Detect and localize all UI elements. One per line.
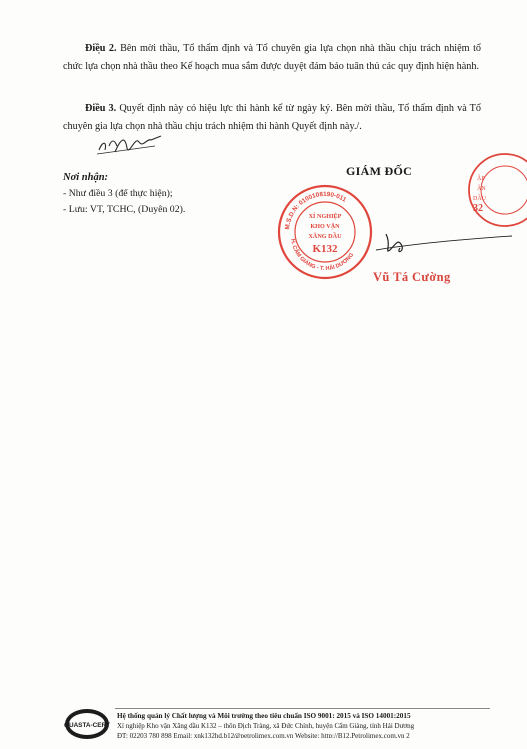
- svg-text:ẬN: ẬN: [477, 186, 486, 192]
- svg-text:M.S.D.N: 0100108190-011: M.S.D.N: 0100108190-011: [284, 190, 348, 231]
- company-seal: [275, 182, 375, 282]
- footer-address: Xí nghiệp Kho vận Xăng dầu K132 – thôn Địch Tràng, xã Đức Chính, huyện Cẩm Giàng, tỉnh Hải Dương: [117, 722, 415, 730]
- director-signature: [372, 226, 517, 260]
- recipients: [63, 170, 185, 218]
- footer-contact: ĐT: 02203 780 898 Email: xnk132hd.b12@petrolimex.com.vn Website: http://B12.Petrolimex.com.vn 2: [117, 732, 410, 738]
- svg-text:ẬP: ẬP: [477, 176, 485, 182]
- svg-text:K132: K132: [312, 243, 338, 255]
- svg-text:XÍ NGHIỆP: XÍ NGHIỆP: [308, 213, 342, 220]
- footer-iso-line: Hệ thống quản lý Chất lượng và Môi trường theo tiêu chuẩn ISO 9001: 2015 và ISO 14001:2015: [117, 712, 411, 720]
- svg-text:DẦU: DẦU: [473, 196, 486, 202]
- footer-divider: [115, 708, 490, 709]
- recipient-item: - Như điều 3 (để thực hiện);: [63, 188, 173, 199]
- signer-title: GIÁM ĐỐC: [346, 164, 413, 178]
- svg-text:KHO VẬN: KHO VẬN: [310, 223, 340, 230]
- initials-signature: [95, 128, 165, 160]
- partial-seal: [455, 150, 527, 230]
- signer-name: Vũ Tá Cường: [373, 270, 451, 284]
- svg-text:32: 32: [473, 203, 483, 214]
- recipients-title: Nơi nhận:: [63, 172, 109, 183]
- svg-text:H. CẨM GIÀNG - T. HẢI DƯƠNG: H. CẨM GIÀNG - T. HẢI DƯƠNG: [289, 238, 356, 273]
- footer: [117, 711, 502, 738]
- quasta-cert-logo: [64, 708, 110, 740]
- article-3-text: Quyết định này có hiệu lực thi hành kể từ ngày ký. Bên mời thầu, Tổ thẩm định và Tổ chuyên gia lựa chọn nhà thầu chịu trách nhiệm thi hành Quyết định này./.: [63, 103, 482, 132]
- article-2-label: Điều 2.: [85, 43, 117, 54]
- article-3-label: Điều 3.: [85, 103, 117, 114]
- article-2: [63, 40, 481, 75]
- svg-text:QUASTA-CERT: QUASTA-CERT: [64, 722, 110, 729]
- recipient-item: - Lưu: VT, TCHC, (Duyên 02).: [63, 204, 186, 215]
- svg-text:XĂNG DẦU: XĂNG DẦU: [308, 233, 342, 240]
- article-2-text: Bên mời thầu, Tổ thẩm định và Tổ chuyên gia lựa chọn nhà thầu chịu trách nhiệm tổ chức lựa chọn nhà thầu theo Kế hoạch mua sắm được duyệt đảm bảo tuân thủ các quy định hiện hành.: [63, 43, 482, 72]
